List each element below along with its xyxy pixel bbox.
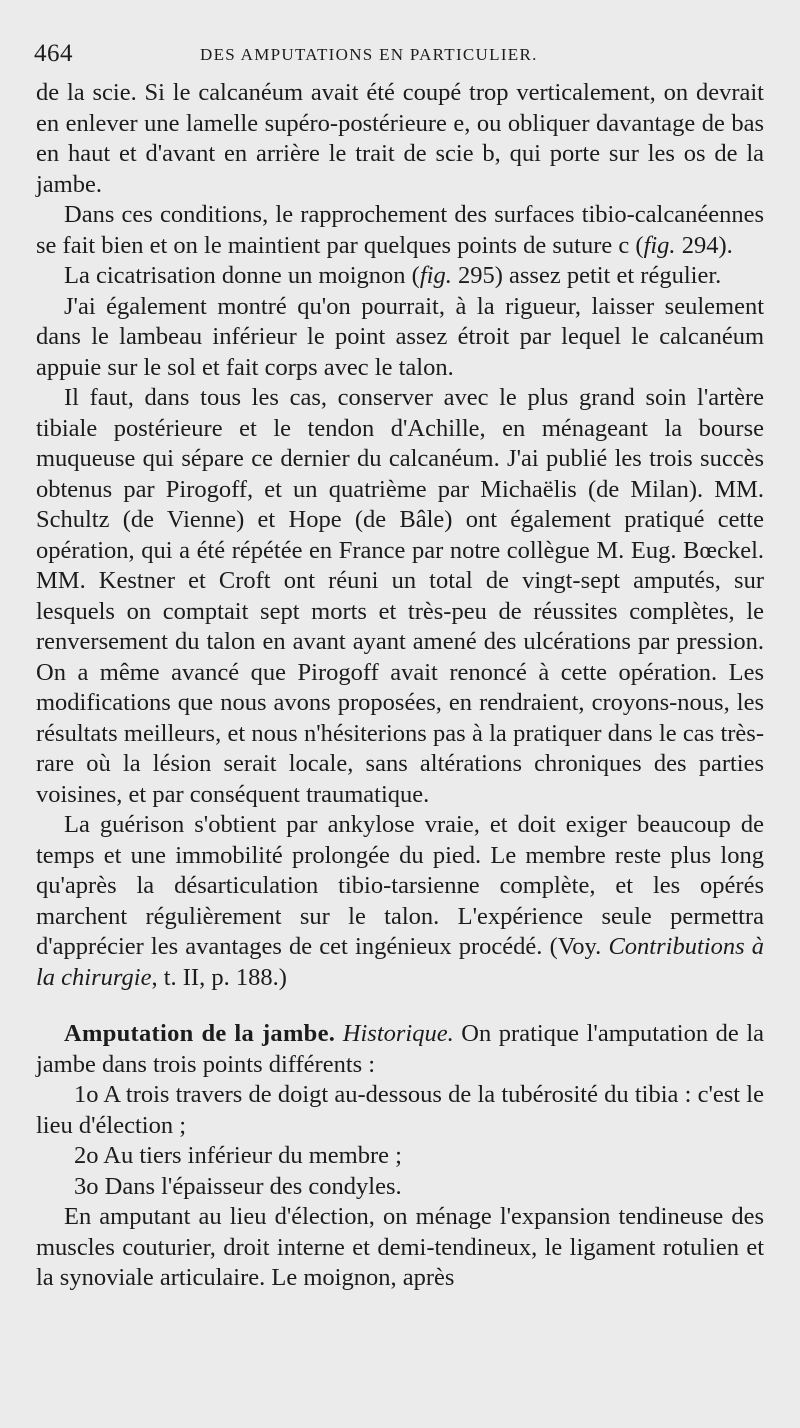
paragraph-text: La cicatrisation donne un moignon ( — [64, 262, 420, 289]
section-heading-paragraph — [36, 1019, 764, 1080]
body-text — [36, 78, 764, 1294]
paragraph-text: , t. II, p. 188.) — [151, 963, 287, 991]
list-item: 1o A trois travers de doigt au-dessous de la tubérosité du tibia : c'est le lieu d'élection ; — [36, 1081, 764, 1139]
paragraph — [36, 810, 764, 993]
paragraph-text: 295) assez petit et régulier. — [451, 262, 722, 289]
paragraph — [36, 261, 764, 292]
paragraph: Il faut, dans tous les cas, conserver avec le plus grand soin l'artère tibiale postérieure et le tendon d'Achille, en ménageant la bourse muqueuse qui sépare ce dernier du calcanéum. J'ai publié les trois succès obtenus par Pirogoff, et un quatrième par Michaëlis (de Milan). MM. Schultz (de Vienne) et Hope (de Bâle) ont également pratiqué cette opération, qui a été répétée en France par notre collègue M. Eug. Bœckel. MM. Kestner et Croft ont réuni un total de vingt-sept amputés, sur lesquels on comptait sept morts et très-peu de réussites complètes, le renversement du talon en avant ayant amené des ulcérations par pression. On a même avancé que Pirogoff avait renoncé à cette opération. Les modifications que nous avons proposées, en rendraient, croyons-nous, les résultats meilleurs, et nous n'hésiterions pas à la pratiquer dans le cas très-rare où la lésion serait locale, sans altérations chroniques des parties voisines, et par conséquent traumatique. — [36, 384, 764, 808]
section-subtitle: Historique. — [342, 1020, 454, 1047]
section-title: Amputation de la jambe. — [64, 1020, 336, 1047]
figure-ref: fig. — [419, 262, 452, 289]
paragraph: En amputant au lieu d'élection, on ménage l'expansion tendineuse des muscles couturier, droit interne et demi-tendineux, le ligament rotulien et la synoviale articulaire. Le moignon, après — [36, 1203, 764, 1291]
paragraph-text: 294). — [675, 231, 733, 259]
citation-title: Contributions à la chirurgie — [36, 933, 765, 991]
list-item: 2o Au tiers inférieur du membre ; — [74, 1142, 402, 1169]
paragraph: J'ai également montré qu'on pourrait, à la rigueur, laisser seulement dans le lambeau inférieur le point assez étroit par lequel le calcanéum appuie sur le sol et fait corps avec le talon. — [36, 292, 764, 381]
paragraph — [36, 200, 764, 261]
paragraph-text: On pratique l'amputation de la jambe dans trois points différents : — [36, 1020, 765, 1078]
paragraph: de la scie. Si le calcanéum avait été coupé trop verticalement, on devrait en enlever une lamelle supéro-postérieure e, ou obliquer davantage de bas en haut et d'avant en arrière le trait de scie b, qui porte sur les os de la jambe. — [36, 79, 764, 198]
figure-ref: fig. — [643, 231, 676, 259]
list-item: 3o Dans l'épaisseur des condyles. — [74, 1172, 402, 1200]
paragraph-text: La guérison s'obtient par ankylose vraie, et doit exiger beaucoup de temps et une immobilité prolongée du pied. Le membre reste plus long qu'après la désarticulation tibio-tarsienne complète, et les opérés marchent régulièrement sur le talon. L'expérience seule permettra d'apprécier les avantages de cet ingénieux procédé. (Voy. — [36, 811, 764, 960]
page-header — [0, 36, 800, 76]
paragraph-text: Dans ces conditions, le rapprochement des surfaces tibio-calcanéennes se fait bien et on le maintient par quelques points de suture c ( — [36, 201, 764, 259]
page-number: 464 — [34, 40, 73, 67]
running-head: DES AMPUTATIONS EN PARTICULIER. — [200, 45, 538, 64]
